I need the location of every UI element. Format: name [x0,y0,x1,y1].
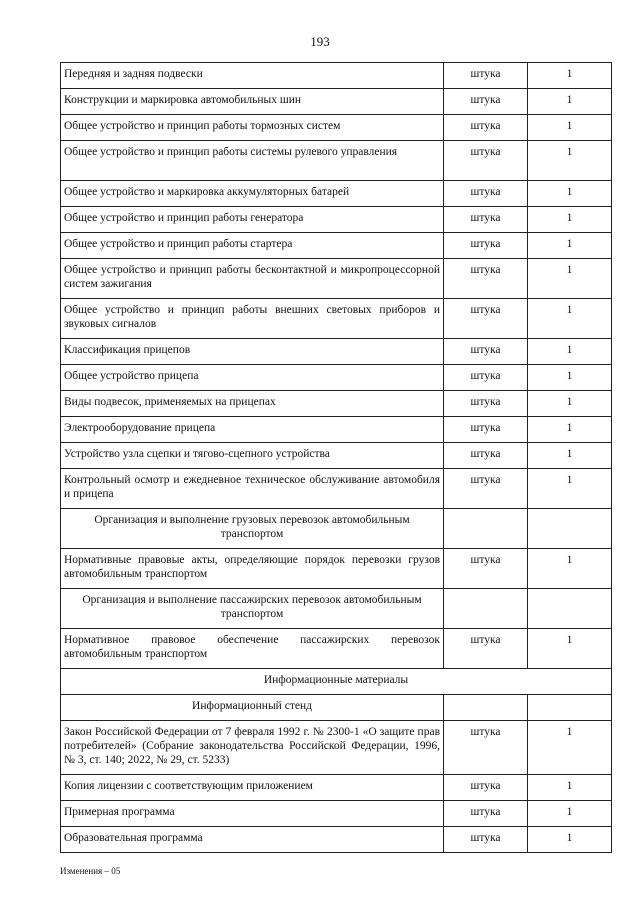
table-row [61,181,612,207]
unit-cell: штука [444,259,528,299]
table-row [61,233,612,259]
table-row [61,89,612,115]
unit-cell: штука [444,629,528,669]
table-row [61,549,612,589]
section-title-cell: Организация и выполнение грузовых перевозок автомобильным транспортом [61,509,444,549]
empty-cell [444,695,528,721]
equipment-table [60,62,612,853]
item-name-cell: Образовательная программа [61,827,444,853]
quantity-cell: 1 [528,259,612,299]
quantity-cell: 1 [528,207,612,233]
unit-cell: штука [444,115,528,141]
unit-cell: штука [444,549,528,589]
item-name-cell: Общее устройство и принцип работы системы рулевого управления [61,141,444,181]
item-name-cell: Классификация прицепов [61,339,444,365]
table-row [61,443,612,469]
table-row [61,721,612,775]
item-name-cell: Виды подвесок, применяемых на прицепах [61,391,444,417]
quantity-cell: 1 [528,721,612,775]
table-row [61,141,612,181]
page-footer: Изменения – 05 [60,866,121,876]
unit-cell: штука [444,391,528,417]
table-body [61,63,612,853]
unit-cell: штука [444,827,528,853]
table-row [61,391,612,417]
quantity-cell: 1 [528,391,612,417]
table-row [61,63,612,89]
quantity-cell: 1 [528,775,612,801]
unit-cell: штука [444,181,528,207]
quantity-cell: 1 [528,443,612,469]
table-row [61,365,612,391]
empty-cell [528,695,612,721]
item-name-cell: Нормативное правовое обеспечение пассажирских перевозок автомобильным транспортом [61,629,444,669]
quantity-cell: 1 [528,299,612,339]
item-name-cell: Нормативные правовые акты, определяющие порядок перевозки грузов автомобильным транспортом [61,549,444,589]
table-row [61,629,612,669]
quantity-cell: 1 [528,801,612,827]
quantity-cell: 1 [528,365,612,391]
unit-cell: штука [444,721,528,775]
empty-cell [528,509,612,549]
unit-cell: штука [444,141,528,181]
unit-cell: штука [444,89,528,115]
item-name-cell: Устройство узла сцепки и тягово-сцепного устройства [61,443,444,469]
table-row [61,469,612,509]
item-name-cell: Общее устройство и принцип работы стартера [61,233,444,259]
empty-cell [444,589,528,629]
empty-cell [528,589,612,629]
unit-cell: штука [444,63,528,89]
page-number: 193 [310,34,330,49]
table-row [61,259,612,299]
item-name-cell: Копия лицензии с соответствующим приложением [61,775,444,801]
table-section-row [61,509,612,549]
item-name-cell: Общее устройство и принцип работы бесконтактной и микропроцессорной систем зажигания [61,259,444,299]
item-name-cell: Конструкции и маркировка автомобильных шин [61,89,444,115]
quantity-cell: 1 [528,629,612,669]
item-name-cell: Общее устройство и принцип работы тормозных систем [61,115,444,141]
unit-cell: штука [444,469,528,509]
table-row [61,207,612,233]
unit-cell: штука [444,417,528,443]
table-row [61,339,612,365]
item-name-cell: Примерная программа [61,801,444,827]
table-row [61,299,612,339]
unit-cell: штука [444,801,528,827]
unit-cell: штука [444,207,528,233]
unit-cell: штука [444,233,528,259]
quantity-cell: 1 [528,181,612,207]
empty-cell [444,509,528,549]
item-name-cell: Общее устройство и принцип работы внешних световых приборов и звуковых сигналов [61,299,444,339]
item-name-cell: Общее устройство и принцип работы генератора [61,207,444,233]
unit-cell: штука [444,365,528,391]
quantity-cell: 1 [528,417,612,443]
group-heading-cell: Информационные материалы [61,669,612,695]
table-section-row [61,589,612,629]
unit-cell: штука [444,339,528,365]
table-row [61,775,612,801]
item-name-cell: Общее устройство прицепа [61,365,444,391]
quantity-cell: 1 [528,141,612,181]
table-row [61,417,612,443]
table-heading-row [61,669,612,695]
unit-cell: штука [444,775,528,801]
section-title-cell: Организация и выполнение пассажирских перевозок автомобильным транспортом [61,589,444,629]
quantity-cell: 1 [528,827,612,853]
unit-cell: штука [444,443,528,469]
table-row [61,801,612,827]
item-name-cell: Закон Российской Федерации от 7 февраля 1992 г. № 2300-1 «О защите прав потребителей» (Собрание законодательства Российской Федерации, 1996, № 3, ст. 140; 2022, № 29, ст. 5233) [61,721,444,775]
unit-cell: штука [444,299,528,339]
item-name-cell: Общее устройство и маркировка аккумуляторных батарей [61,181,444,207]
quantity-cell: 1 [528,89,612,115]
section-title-cell: Информационный стенд [61,695,444,721]
quantity-cell: 1 [528,233,612,259]
table-row [61,115,612,141]
table-section-row [61,695,612,721]
item-name-cell: Электрооборудование прицепа [61,417,444,443]
item-name-cell: Контрольный осмотр и ежедневное техническое обслуживание автомобиля и прицепа [61,469,444,509]
quantity-cell: 1 [528,63,612,89]
quantity-cell: 1 [528,469,612,509]
quantity-cell: 1 [528,549,612,589]
item-name-cell: Передняя и задняя подвески [61,63,444,89]
quantity-cell: 1 [528,339,612,365]
table-row [61,827,612,853]
quantity-cell: 1 [528,115,612,141]
